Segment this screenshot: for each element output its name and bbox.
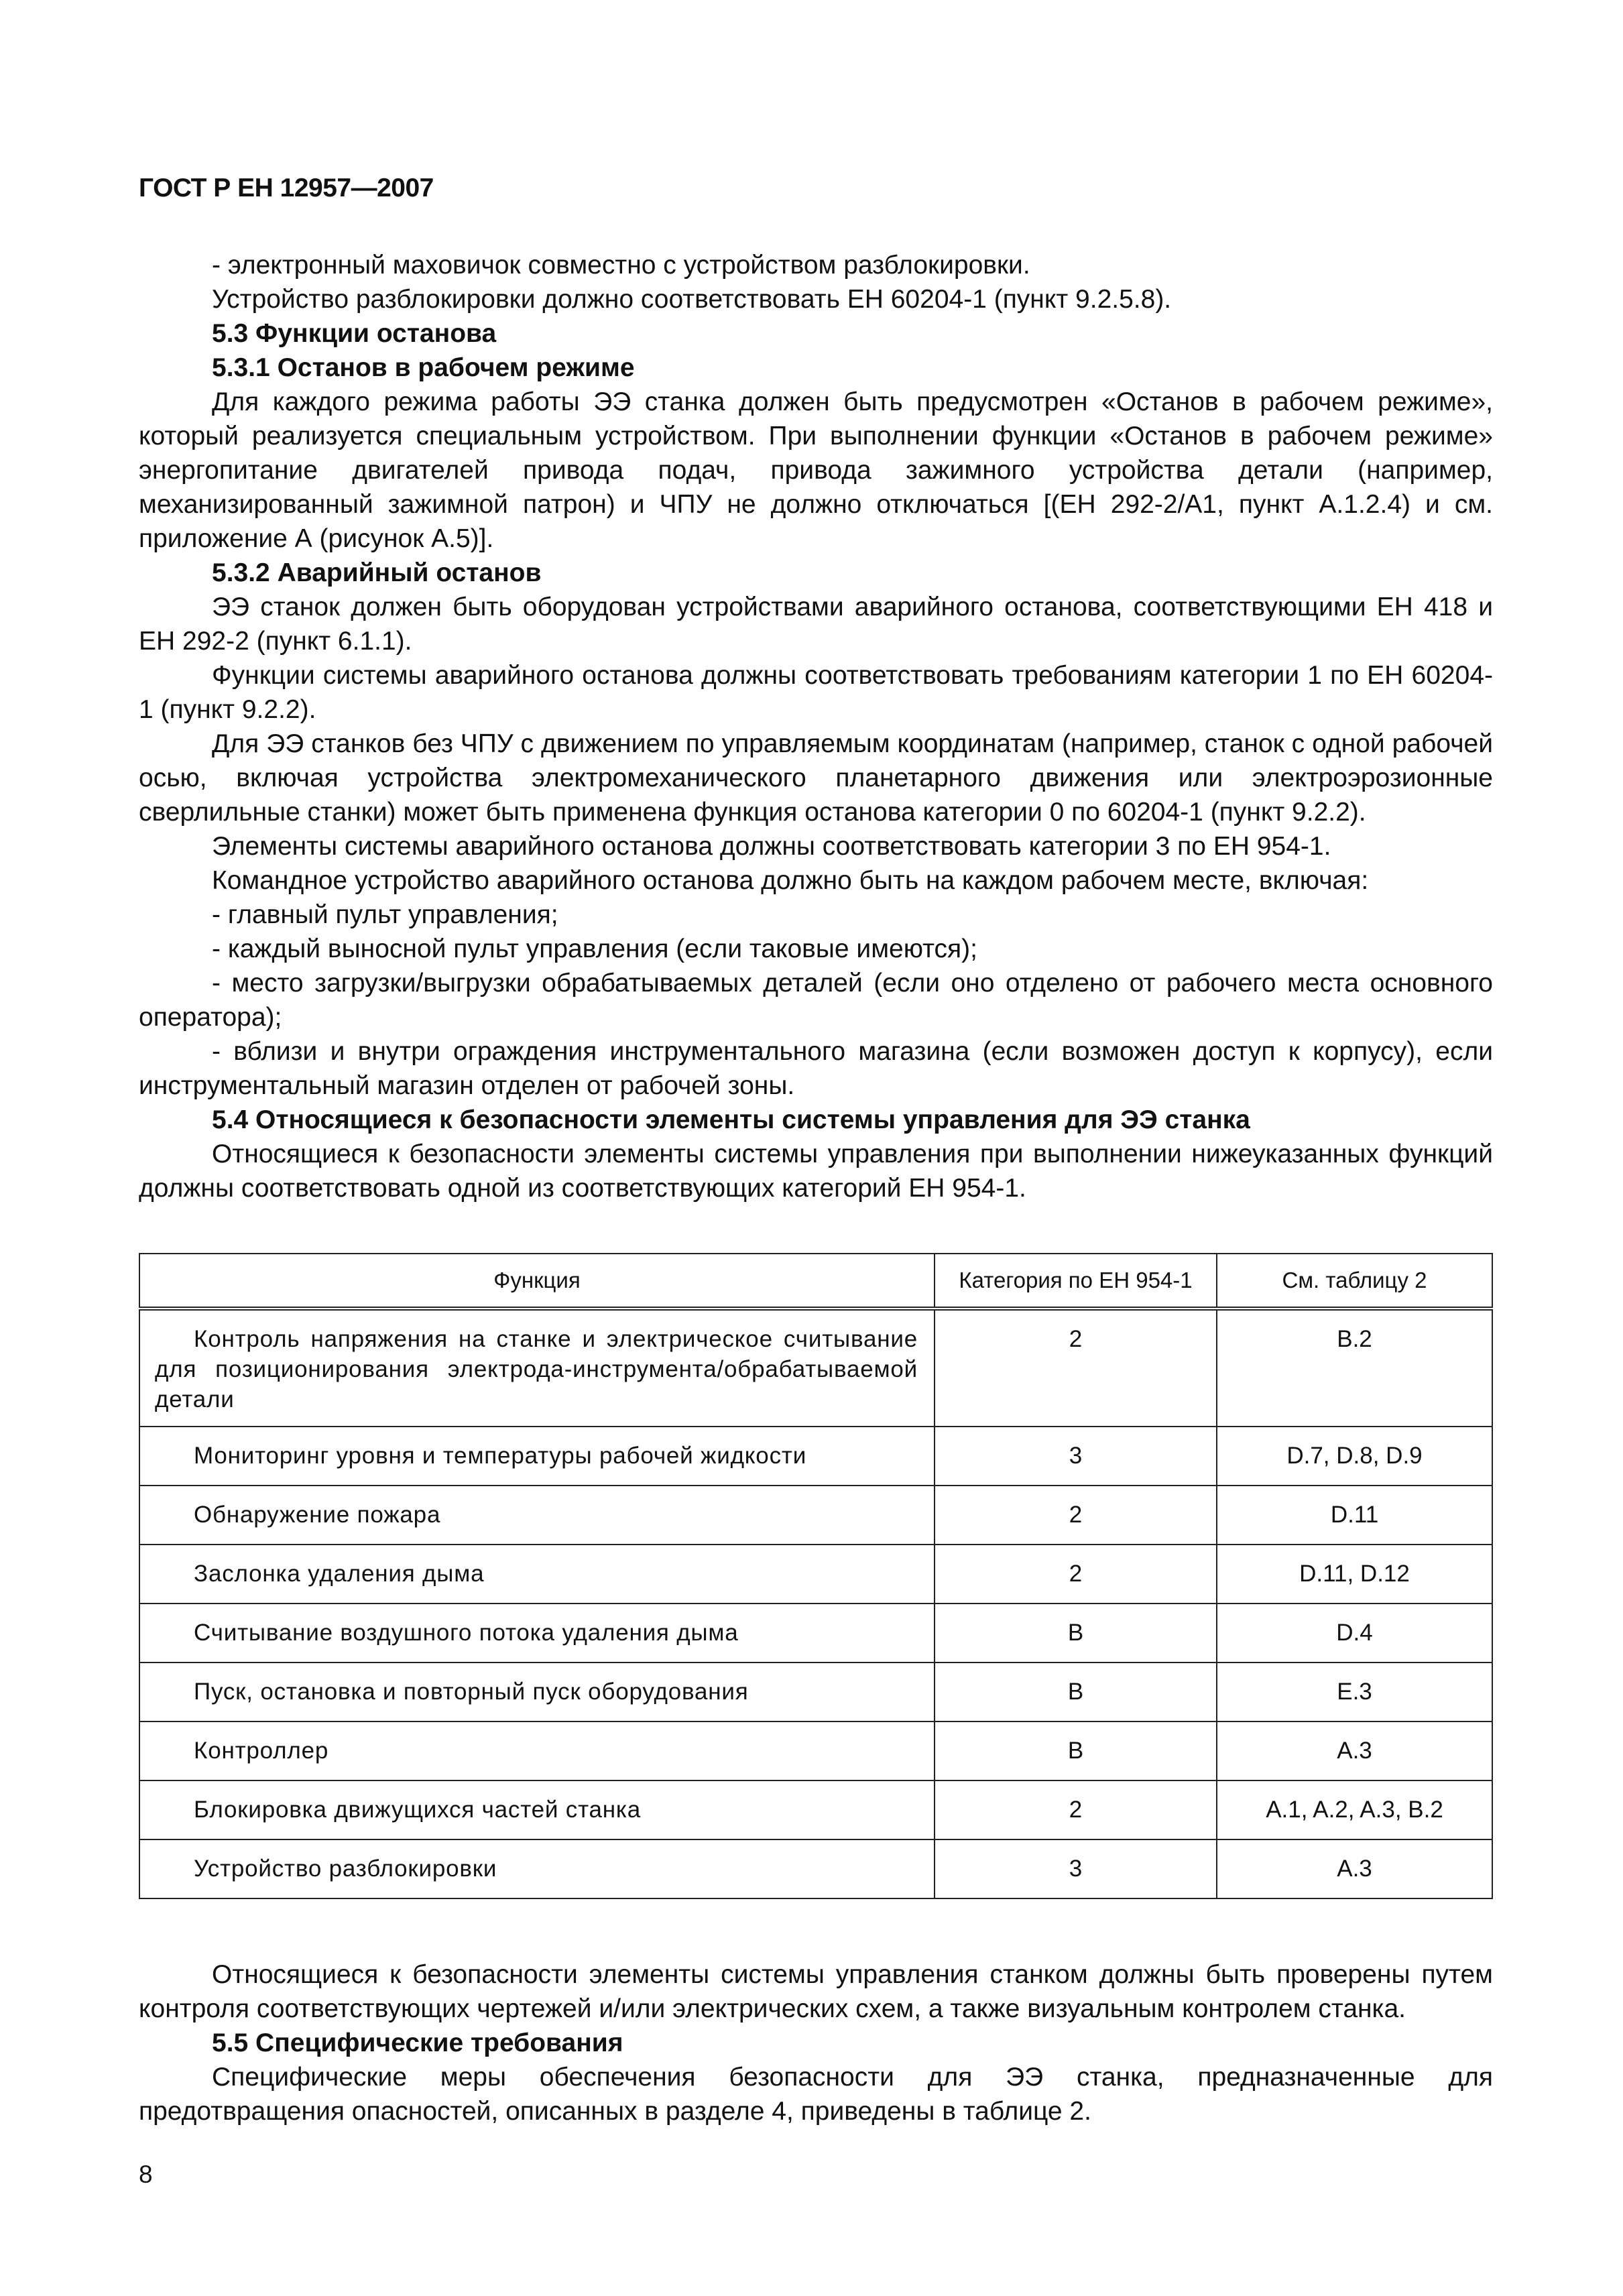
cell-function: Обнаружение пожара [139, 1486, 935, 1545]
table-row [139, 1604, 1492, 1663]
table-row [139, 1486, 1492, 1545]
cell-category: 2 [935, 1486, 1217, 1545]
paragraph: Функции системы аварийного останова должны соответствовать требованиям категории 1 по ЕН 60204-1 (пункт 9.2.2). [139, 661, 1493, 724]
paragraph: Элементы системы аварийного останова должны соответствовать категории 3 по ЕН 954-1. [212, 832, 1331, 861]
paragraph: Устройство разблокировки должно соответствовать ЕН 60204-1 (пункт 9.2.5.8). [212, 285, 1172, 314]
cell-function: Контроллер [139, 1721, 935, 1780]
cell-ref: D.7, D.8, D.9 [1217, 1427, 1492, 1486]
cell-ref: A.3 [1217, 1721, 1492, 1780]
cell-ref: D.4 [1217, 1604, 1492, 1663]
table-row [139, 1545, 1492, 1604]
cell-category: B [935, 1663, 1217, 1721]
body-text-bottom [139, 1957, 1493, 2128]
list-item: - главный пульт управления; [212, 900, 558, 929]
cell-category: B [935, 1721, 1217, 1780]
cell-function: Устройство разблокировки [139, 1839, 935, 1898]
cell-category: 3 [935, 1427, 1217, 1486]
column-header-function: Функция [139, 1254, 935, 1309]
cell-function: Считывание воздушного потока удаления дыма [139, 1604, 935, 1663]
paragraph: - электронный маховичок совместно с устройством разблокировки. [212, 251, 1030, 280]
cell-ref: E.3 [1217, 1663, 1492, 1721]
section-heading-5-3-2: 5.3.2 Аварийный останов [212, 558, 542, 587]
table-row [139, 1663, 1492, 1721]
cell-ref: B.2 [1217, 1309, 1492, 1427]
cell-function [139, 1309, 935, 1427]
cell-function: Пуск, остановка и повторный пуск оборудования [139, 1663, 935, 1721]
paragraph: Командное устройство аварийного останова должно быть на каждом рабочем месте, включая: [212, 866, 1369, 895]
paragraph: Для каждого режима работы ЭЭ станка должен быть предусмотрен «Останов в рабочем режиме», который реализуется специальным устройством. При выполнении функции «Останов в рабочем режиме» энергопитание двигателей привода подач, привода зажимного устройства детали (например, механизированный зажимной патрон) и ЧПУ не должно отключаться [(ЕН 292-2/А1, пункт А.1.2.4) и см. приложение А (рисунок А.5)]. [139, 387, 1493, 553]
cell-ref: A.3 [1217, 1839, 1492, 1898]
body-text-top [139, 248, 1493, 1205]
paragraph: Для ЭЭ станков без ЧПУ с движением по управляемым координатам (например, станок с одной рабочей осью, включая устройства электромеханического планетарного движения или электроэрозионные сверлильные станки) может быть применена функция останова категории 0 по 60204-1 (пункт 9.2.2). [139, 729, 1493, 827]
paragraph: ЭЭ станок должен быть оборудован устройствами аварийного останова, соответствующими ЕН 418 и ЕН 292-2 (пункт 6.1.1). [139, 593, 1493, 656]
cell-ref: D.11, D.12 [1217, 1545, 1492, 1604]
cell-function: Блокировка движущихся частей станка [139, 1780, 935, 1839]
table-header-row [139, 1254, 1492, 1309]
cell-category: 3 [935, 1839, 1217, 1898]
safety-functions-table [139, 1253, 1493, 1899]
safety-functions-table-container [139, 1253, 1492, 1899]
column-header-category: Категория по ЕН 954-1 [935, 1254, 1217, 1309]
cell-category: 2 [935, 1780, 1217, 1839]
table-row [139, 1780, 1492, 1839]
column-header-ref: См. таблицу 2 [1217, 1254, 1492, 1309]
cell-category: B [935, 1604, 1217, 1663]
section-heading-5-3: 5.3 Функции останова [212, 319, 497, 348]
cell-category: 2 [935, 1309, 1217, 1427]
table-row [139, 1721, 1492, 1780]
cell-function-text: Контроль напряжения на станке и электрическое считывание для позиционирования электрода-инструмента/обрабатываемой детали [155, 1326, 918, 1412]
paragraph: Относящиеся к безопасности элементы системы управления при выполнении нижеуказанных функций должны соответствовать одной из соответствующих категорий ЕН 954-1. [139, 1140, 1493, 1203]
cell-ref: D.11 [1217, 1486, 1492, 1545]
list-item: - каждый выносной пульт управления (если таковые имеются); [212, 934, 977, 963]
list-item: - вблизи и внутри ограждения инструментального магазина (если возможен доступ к корпусу), если инструментальный магазин отделен от рабочей зоны. [139, 1037, 1493, 1100]
section-heading-5-3-1: 5.3.1 Останов в рабочем режиме [212, 353, 635, 382]
paragraph: Относящиеся к безопасности элементы системы управления станком должны быть проверены путем контроля соответствующих чертежей и/или электрических схем, а также визуальным контролем станка. [139, 1960, 1493, 2023]
paragraph: Специфические меры обеспечения безопасности для ЭЭ станка, предназначенные для предотвращения опасностей, описанных в разделе 4, приведены в таблице 2. [139, 2063, 1493, 2126]
table-row [139, 1839, 1492, 1898]
cell-function: Заслонка удаления дыма [139, 1545, 935, 1604]
cell-function: Мониторинг уровня и температуры рабочей жидкости [139, 1427, 935, 1486]
page-number: 8 [139, 2161, 153, 2188]
cell-ref: A.1, A.2, A.3, B.2 [1217, 1780, 1492, 1839]
table-row [139, 1427, 1492, 1486]
section-heading-5-5: 5.5 Специфические требования [212, 2029, 623, 2057]
section-heading-5-4: 5.4 Относящиеся к безопасности элементы системы управления для ЭЭ станка [212, 1105, 1250, 1134]
cell-category: 2 [935, 1545, 1217, 1604]
document-code-header: ГОСТ Р ЕН 12957—2007 [139, 174, 434, 202]
list-item: - место загрузки/выгрузки обрабатываемых деталей (если оно отделено от рабочего места основного оператора); [139, 969, 1493, 1032]
table-row [139, 1309, 1492, 1427]
